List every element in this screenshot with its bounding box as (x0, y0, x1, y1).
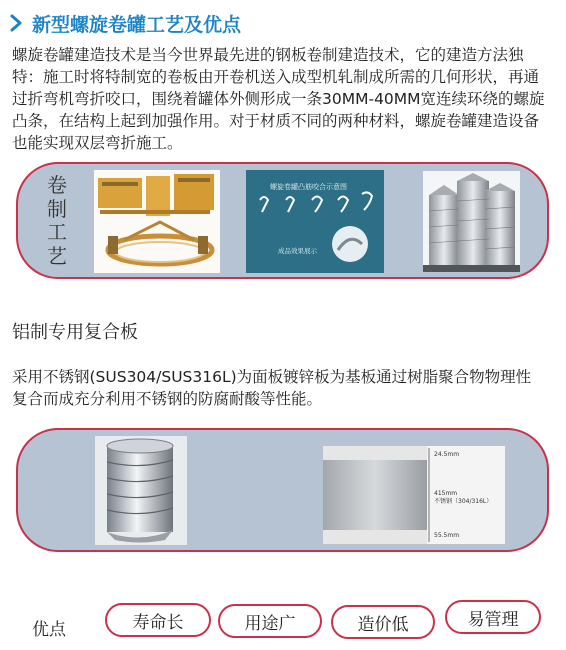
dimension-top: 24.5mm (434, 451, 460, 458)
composite-image-panel (16, 428, 549, 552)
dimension-bottom: 55.5mm (434, 532, 460, 539)
dimension-middle-label: 不锈钢（304/316L） (434, 498, 493, 505)
rolling-machine-image (94, 170, 220, 273)
advantage-wide-use: 用途广 (218, 604, 322, 638)
diagram-note: 成品效果展示 (278, 247, 317, 255)
panel-label: 卷制工艺 (47, 173, 67, 268)
seam-diagram-image (246, 170, 384, 273)
process-image-panel (16, 162, 549, 279)
dimension-middle: 415mm (434, 490, 458, 497)
coiled-sheet-image (95, 436, 187, 545)
advantage-easy-management: 易管理 (445, 600, 541, 634)
chevron-right-icon (6, 11, 28, 35)
section-title: 新型螺旋卷罐工艺及优点 (32, 13, 242, 36)
advantage-low-cost: 造价低 (331, 605, 435, 639)
composite-panel-heading: 铝制专用复合板 (12, 322, 138, 343)
process-description: 螺旋卷罐建造技术是当今世界最先进的钢板卷制建造技术，它的建造方法独特：施工时将特制宽的卷板由开卷机送入成型机轧制成所需的几何形状，再通过折弯机弯折咬口，围绕着罐体外侧形成一条30MM-40MM宽连续环绕的螺旋凸条，在结构上起到加强作用。对于材质不同的两种材料，螺旋卷罐建造设备也能实现双层弯折施工。 (12, 46, 545, 152)
advantages-label: 优点 (32, 620, 66, 640)
section-heading (6, 8, 241, 38)
finished-tanks-image (423, 171, 520, 272)
diagram-title: 螺旋卷罐凸筋咬合示意图 (270, 183, 347, 191)
advantage-long-life: 寿命长 (105, 603, 211, 637)
composite-panel-description: 采用不锈钢(SUS304/SUS316L)为面板镀锌板为基板通过树脂聚合物物理性复合而成充分利用不锈钢的防腐耐酸等性能。 (12, 368, 532, 408)
sheet-cross-section-image (323, 446, 505, 544)
